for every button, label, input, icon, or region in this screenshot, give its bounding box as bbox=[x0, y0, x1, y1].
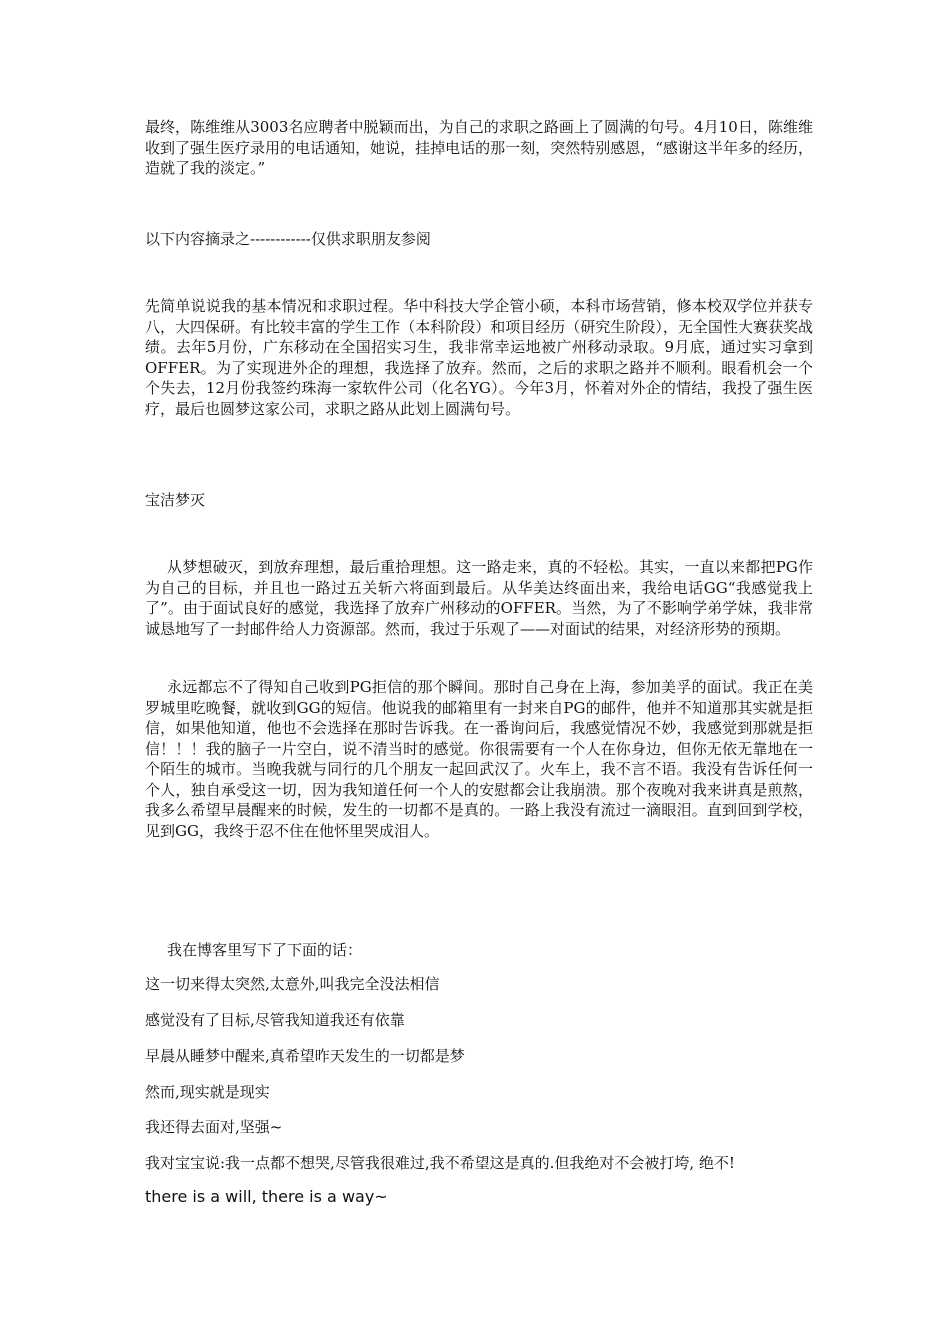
background-paragraph: 先简单说说我的基本情况和求职过程。华中科技大学企管小硕，本科市场营销，修本校双学位并获专八，大四保研。有比较丰富的学生工作（本科阶段）和项目经历（研究生阶段），无全国性大赛获奖战绩。去年5月份，广东移动在全国招实习生，我非常幸运地被广州移动录取。9月底，通过实习拿到OFFER。为了实现进外企的理想，我选择了放弃。然而，之后的求职之路并不顺利。眼看机会一个个失去，12月份我签约珠海一家软件公司（化名YG）。今年3月，怀着对外企的情结，我投了强生医疗，最后也圆梦这家公司，求职之路从此划上圆满句号。 bbox=[145, 297, 813, 418]
pg-paragraph-1: 从梦想破灭，到放弃理想，最后重拾理想。这一路走来，真的不轻松。其实，一直以来都把PG作为自己的目标，并且也一路过五关斩六将面到最后。从华美达终面出来，我给电话GG“我感觉我上了”。由于面试良好的感觉，我选择了放弃广州移动的OFFER。当然，为了不影响学弟学妹，我非常诚恳地写了一封邮件给人力资源部。然而，我过于乐观了——对面试的结果，对经济形势的预期。 bbox=[145, 558, 813, 638]
blog-line: 然而,现实就是现实 bbox=[145, 1083, 270, 1101]
intro-paragraph: 最终，陈维维从3003名应聘者中脱颖而出，为自己的求职之路画上了圆满的句号。4月10日，陈维维收到了强生医疗录用的电话通知，她说，挂掉电话的那一刻，突然特别感恩，“感谢这半年多的经历，造就了我的淡定。” bbox=[145, 118, 813, 177]
pg-paragraph-2: 永远都忘不了得知自己收到PG拒信的那个瞬间。那时自己身在上海，参加美孚的面试。我正在美罗城里吃晚餐，就收到GG的短信。他说我的邮箱里有一封来自PG的邮件，他并不知道那其实就是拒信，如果他知道，他也不会选择在那时告诉我。在一番询问后，我感觉情况不妙，我感觉到那就是拒信！！！我的脑子一片空白，说不清当时的感觉。你很需要有一个人在你身边，但你无依无靠地在一个陌生的城市。当晚我就与同行的几个朋友一起回武汉了。火车上，我不言不语。我没有告诉任何一个人，独自承受这一切，因为我知道任何一个人的安慰都会让我崩溃。那个夜晚对我来讲真是煎熬，我多么希望早晨醒来的时候，发生的一切都不是真的。一路上我没有流过一滴眼泪。直到回到学校，见到GG，我终于忍不住在他怀里哭成泪人。 bbox=[145, 678, 813, 840]
excerpt-note: 以下内容摘录之------------仅供求职朋友参阅 bbox=[145, 230, 431, 248]
blog-line: 感觉没有了目标,尽管我知道我还有依靠 bbox=[145, 1011, 405, 1029]
blog-line: 早晨从睡梦中醒来,真希望昨天发生的一切都是梦 bbox=[145, 1047, 465, 1065]
blog-line: 我对宝宝说:我一点都不想哭,尽管我很难过,我不希望这是真的.但我绝对不会被打垮, 绝不! bbox=[145, 1154, 735, 1172]
closing-line: there is a will, there is a way~ bbox=[145, 1187, 388, 1206]
blog-intro: 我在博客里写下了下面的话： bbox=[167, 941, 363, 959]
blog-line: 我还得去面对,坚强~ bbox=[145, 1118, 283, 1136]
blog-line: 这一切来得太突然,太意外,叫我完全没法相信 bbox=[145, 975, 440, 993]
section-title: 宝洁梦灭 bbox=[145, 491, 206, 509]
